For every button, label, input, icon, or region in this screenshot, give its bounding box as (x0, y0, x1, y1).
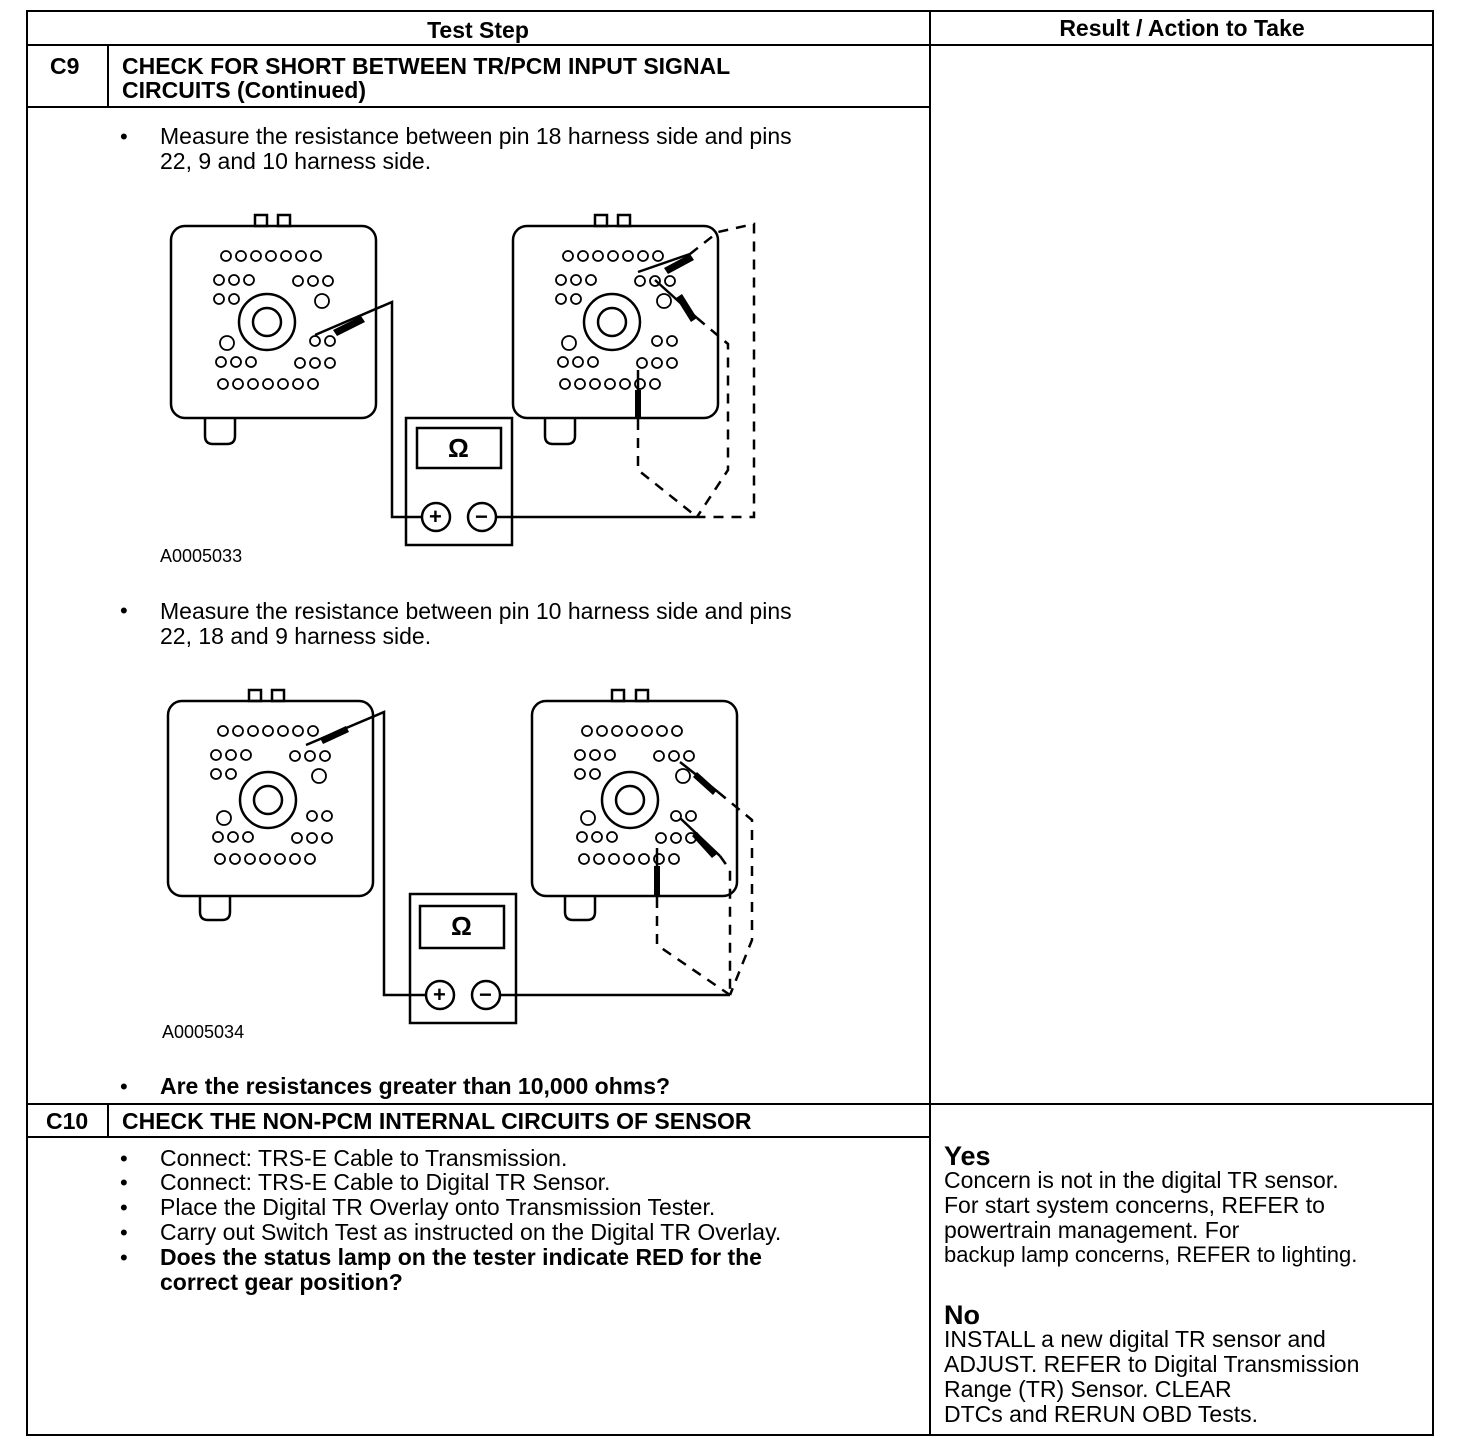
connector-pin (226, 750, 236, 760)
dashed-lead (657, 898, 730, 995)
bullet: • (120, 598, 128, 623)
yes-line2: For start system concerns, REFER to (944, 1192, 1325, 1218)
c9-step1-line1: Measure the resistance between pin 18 harness side and pins (160, 123, 792, 149)
probe-tip (320, 726, 349, 744)
connector-pin (305, 854, 315, 864)
connector-body (532, 701, 737, 896)
connector-pin (293, 726, 303, 736)
connector-pin (654, 751, 664, 761)
c9-step2-line2: 22, 18 and 9 harness side. (160, 623, 432, 649)
no-line2: ADJUST. REFER to Digital Transmission (944, 1351, 1360, 1377)
probe-tip (654, 866, 660, 896)
yes-line1: Concern is not in the digital TR sensor. (944, 1167, 1339, 1193)
connector-pin (278, 726, 288, 736)
connector-pin (581, 811, 595, 825)
connector-tab (272, 690, 284, 701)
connector-pin (657, 726, 667, 736)
test-lead (306, 712, 426, 995)
connector-pin (609, 854, 619, 864)
connector-pin (211, 750, 221, 760)
c9-step2-line1: Measure the resistance between pin 10 harness side and pins (160, 598, 792, 624)
minus-sign: − (475, 504, 488, 529)
connector-pin (624, 854, 634, 864)
no-line1: INSTALL a new digital TR sensor and (944, 1326, 1326, 1352)
connector-pin (290, 751, 300, 761)
bullet: • (120, 1220, 128, 1245)
connector-pin (654, 854, 664, 864)
connector-pin (627, 726, 637, 736)
c9-step1-line2: 22, 9 and 10 harness side. (160, 148, 432, 174)
bullet: • (120, 1074, 128, 1099)
connector-tab (612, 690, 624, 701)
connector-pin (215, 854, 225, 864)
connector-pin (676, 769, 690, 783)
bullet: • (120, 1195, 128, 1220)
connector-pin (290, 854, 300, 864)
connector-pin (241, 750, 251, 760)
c10-step-1: Connect: TRS-E Cable to Transmission. (160, 1145, 568, 1171)
ohm-symbol: Ω (448, 433, 469, 463)
connector-pin (577, 832, 587, 842)
connector-pin (312, 769, 326, 783)
connector-pin (308, 726, 318, 736)
connector-pin (243, 832, 253, 842)
c9-question: Are the resistances greater than 10,000 ohms? (160, 1073, 671, 1099)
connector-pin (245, 854, 255, 864)
connector-pin (292, 833, 302, 843)
c10-title: CHECK THE NON-PCM INTERNAL CIRCUITS OF SENSOR (122, 1108, 752, 1134)
connector-pin (233, 726, 243, 736)
c10-step-2: Connect: TRS-E Cable to Digital TR Sensor. (160, 1169, 611, 1195)
connector-pin (671, 811, 681, 821)
connector-pin (260, 854, 270, 864)
center-pin-inner (254, 786, 282, 814)
connector-pin (642, 726, 652, 736)
connector-pin (582, 726, 592, 736)
connector-pin (639, 854, 649, 864)
bullet: • (120, 1245, 128, 1270)
connector-pin (248, 726, 258, 736)
connector-pin (672, 726, 682, 736)
connector-pin (211, 769, 221, 779)
connector-pin (230, 854, 240, 864)
minus-sign: − (479, 982, 492, 1007)
connector-pin (684, 751, 694, 761)
connector-latch (200, 896, 230, 920)
header-test-step: Test Step (427, 17, 529, 43)
connector-pin (597, 726, 607, 736)
connector-pin (671, 833, 681, 843)
center-pin (240, 772, 296, 828)
connector-pin (213, 832, 223, 842)
yes-line3: powertrain management. For (944, 1217, 1240, 1243)
bullet: • (120, 1146, 128, 1171)
connector-pin (228, 832, 238, 842)
ohm-symbol: Ω (451, 911, 472, 941)
connector-latch (565, 896, 595, 920)
connector-pin (669, 751, 679, 761)
connector-pin (594, 854, 604, 864)
connector-pin (226, 769, 236, 779)
connector-pin (575, 769, 585, 779)
c10-id: C10 (46, 1108, 89, 1134)
c9-id: C9 (50, 53, 80, 79)
connector-pin (669, 854, 679, 864)
bullet: • (120, 124, 128, 149)
connector-pin (579, 854, 589, 864)
header-result: Result / Action to Take (1059, 15, 1305, 41)
no-label: No (944, 1300, 980, 1330)
c9-title-line2: CIRCUITS (Continued) (122, 77, 367, 103)
connector-pin (275, 854, 285, 864)
dashed-lead (718, 792, 752, 995)
yes-line4: backup lamp concerns, REFER to lighting. (944, 1242, 1358, 1267)
connector-tab (636, 690, 648, 701)
plus-sign: + (429, 504, 442, 529)
connector-pin (218, 726, 228, 736)
center-pin-inner (616, 786, 644, 814)
connector-pin (263, 726, 273, 736)
connector-pin (592, 832, 602, 842)
connector-pin (612, 726, 622, 736)
connector-pin (217, 811, 231, 825)
figure1-caption: A0005033 (160, 546, 243, 566)
connector-pin (322, 811, 332, 821)
connector-pin (320, 751, 330, 761)
center-pin (602, 772, 658, 828)
connector-pin (607, 832, 617, 842)
connector-pin (575, 750, 585, 760)
c10-step-4: Carry out Switch Test as instructed on the Digital TR Overlay. (160, 1219, 782, 1245)
bullet: • (120, 1170, 128, 1195)
connector-pin (686, 811, 696, 821)
connector-pin (305, 751, 315, 761)
connector-pin (322, 833, 332, 843)
no-line4: DTCs and RERUN OBD Tests. (944, 1401, 1258, 1427)
connector-pin (307, 811, 317, 821)
figure2-caption: A0005034 (162, 1022, 245, 1042)
connector-pin (307, 833, 317, 843)
connector-pin (590, 769, 600, 779)
connector-pin (605, 750, 615, 760)
c9-title-line1: CHECK FOR SHORT BETWEEN TR/PCM INPUT SIGNAL (122, 53, 731, 79)
connector-pin (656, 833, 666, 843)
dashed-lead (720, 856, 730, 995)
connector-pin (590, 750, 600, 760)
no-line3: Range (TR) Sensor. CLEAR (944, 1376, 1232, 1402)
c10-step-3: Place the Digital TR Overlay onto Transmission Tester. (160, 1194, 716, 1220)
probe-tip (693, 772, 717, 795)
plus-sign: + (433, 982, 446, 1007)
yes-label: Yes (944, 1141, 991, 1171)
c10-question-line1: Does the status lamp on the tester indicate RED for the (160, 1244, 762, 1270)
connector-tab (249, 690, 261, 701)
c10-question-line2: correct gear position? (160, 1269, 403, 1295)
